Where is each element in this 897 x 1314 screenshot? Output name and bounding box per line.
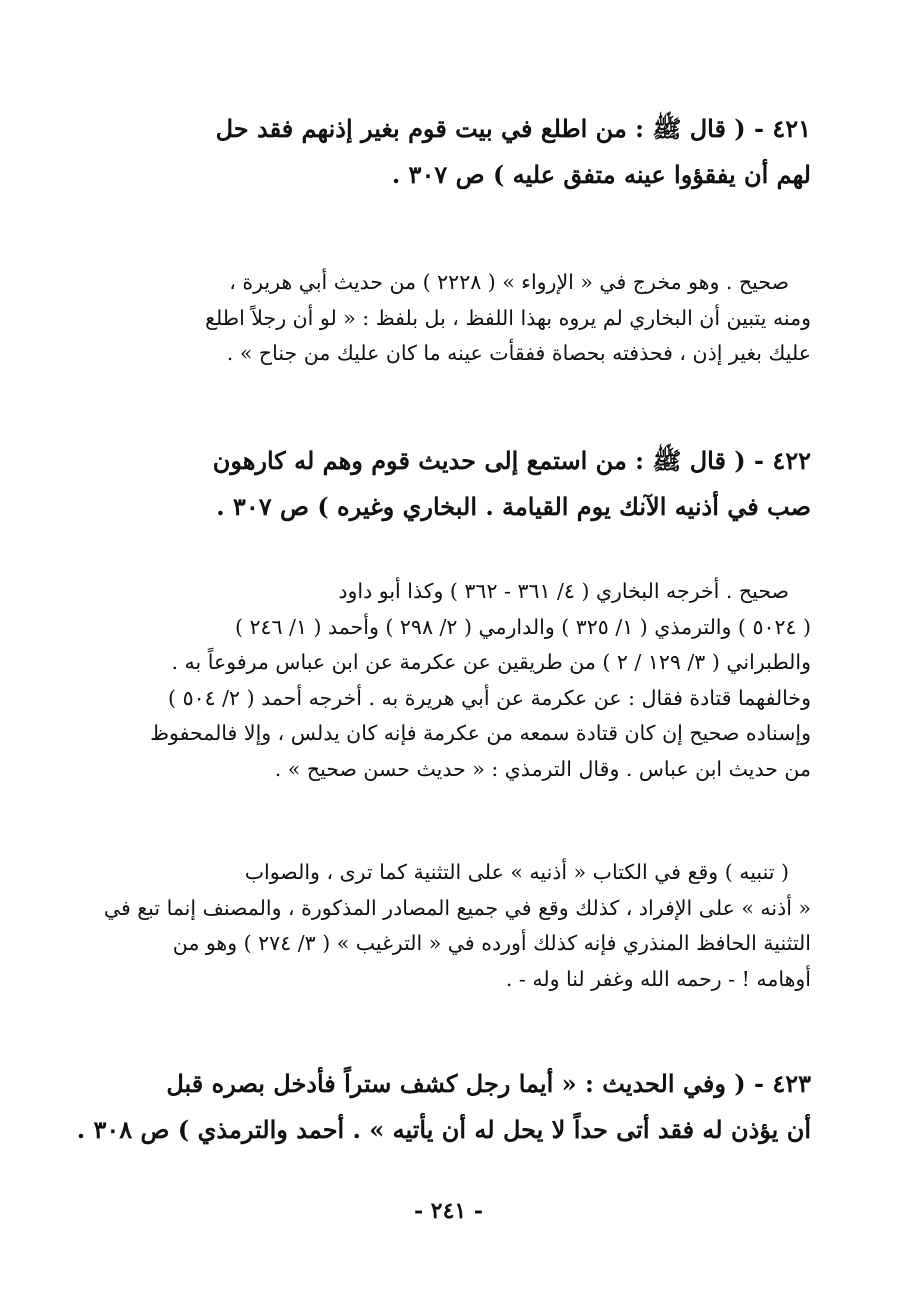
text-line: أن يؤذن له فقد أتى حداً لا يحل له أن يأتيه » . أحمد والترمذي ) ص ٣٠٨ . (76, 1115, 811, 1144)
text-line: لهم أن يفقؤوا عينه متفق عليه ) ص ٣٠٧ . (391, 160, 811, 189)
text-line: ( ٥٠٢٤ ) والترمذي ( ١/ ٣٢٥ ) والدارمي ( ٢/ ٢٩٨ ) وأحمد ( ١/ ٢٤٦ ) (234, 614, 811, 639)
page-number: - ٢٤١ - (413, 1198, 484, 1224)
text-line: والطبراني ( ٣/ ١٢٩ / ٢ ) من طريقين عن عكرمة عن ابن عباس مرفوعاً به . (171, 650, 811, 674)
text-line: ٤٢١ - ( قال ﷺ : من اطلع في بيت قوم بغير إذنهم فقد حل (215, 114, 811, 143)
text-line: ٤٢٢ - ( قال ﷺ : من استمع إلى حديث قوم وهم له كارهون (212, 446, 811, 475)
text-line: صحيح . أخرجه البخاري ( ٤/ ٣٦١ - ٣٦٢ ) وكذا أبو داود (338, 579, 789, 603)
commentary-422 (128, 574, 811, 787)
text-line: « أذنه » على الإفراد ، كذلك وقع في جميع المصادر المذكورة ، والمصنف إنما تبع في (103, 895, 811, 920)
hadith-421 (128, 106, 811, 198)
text-line: عليك بغير إذن ، فحذفته بحصاة ففقأت عينه ما كان عليك من جناح » . (226, 341, 811, 365)
commentary-421 (128, 265, 811, 372)
hadith-422 (128, 438, 811, 530)
note-tanbih (103, 855, 811, 997)
text-line: ومنه يتبين أن البخاري لم يروه بهذا اللفظ ، بل بلفظ : « لو أن رجلاً اطلع (205, 305, 811, 330)
text-line: من حديث ابن عباس . وقال الترمذي : « حديث حسن صحيح » . (274, 756, 811, 781)
text-line: وإسناده صحيح إن كان قتادة سمعه من عكرمة فإنه كان يدلس ، وإلا فالمحفوظ (150, 721, 811, 745)
text-line: التثنية الحافظ المنذري فإنه كذلك أورده في « الترغيب » ( ٣/ ٢٧٤ ) وهو من (172, 931, 811, 955)
text-line: ٤٢٣ - ( وفي الحديث : « أيما رجل كشف ستراً فأدخل بصره قبل (166, 1069, 811, 1098)
text-line: صحيح . وهو مخرج في « الإرواء » ( ٢٢٢٨ ) من حديث أبي هريرة ، (229, 270, 789, 294)
hadith-423 (76, 1061, 811, 1153)
text-line: وخالفهما قتادة فقال : عن عكرمة عن أبي هريرة به . أخرجه أحمد ( ٢/ ٥٠٤ ) (168, 685, 811, 710)
text-line: صب في أذنيه الآنك يوم القيامة . البخاري وغيره ) ص ٣٠٧ . (216, 492, 811, 521)
text-line: ( تنبيه ) وقع في الكتاب « أذنيه » على التثنية كما ترى ، والصواب (244, 860, 789, 884)
text-line: أوهامه ! - رحمه الله وغفر لنا وله - . (505, 966, 811, 991)
